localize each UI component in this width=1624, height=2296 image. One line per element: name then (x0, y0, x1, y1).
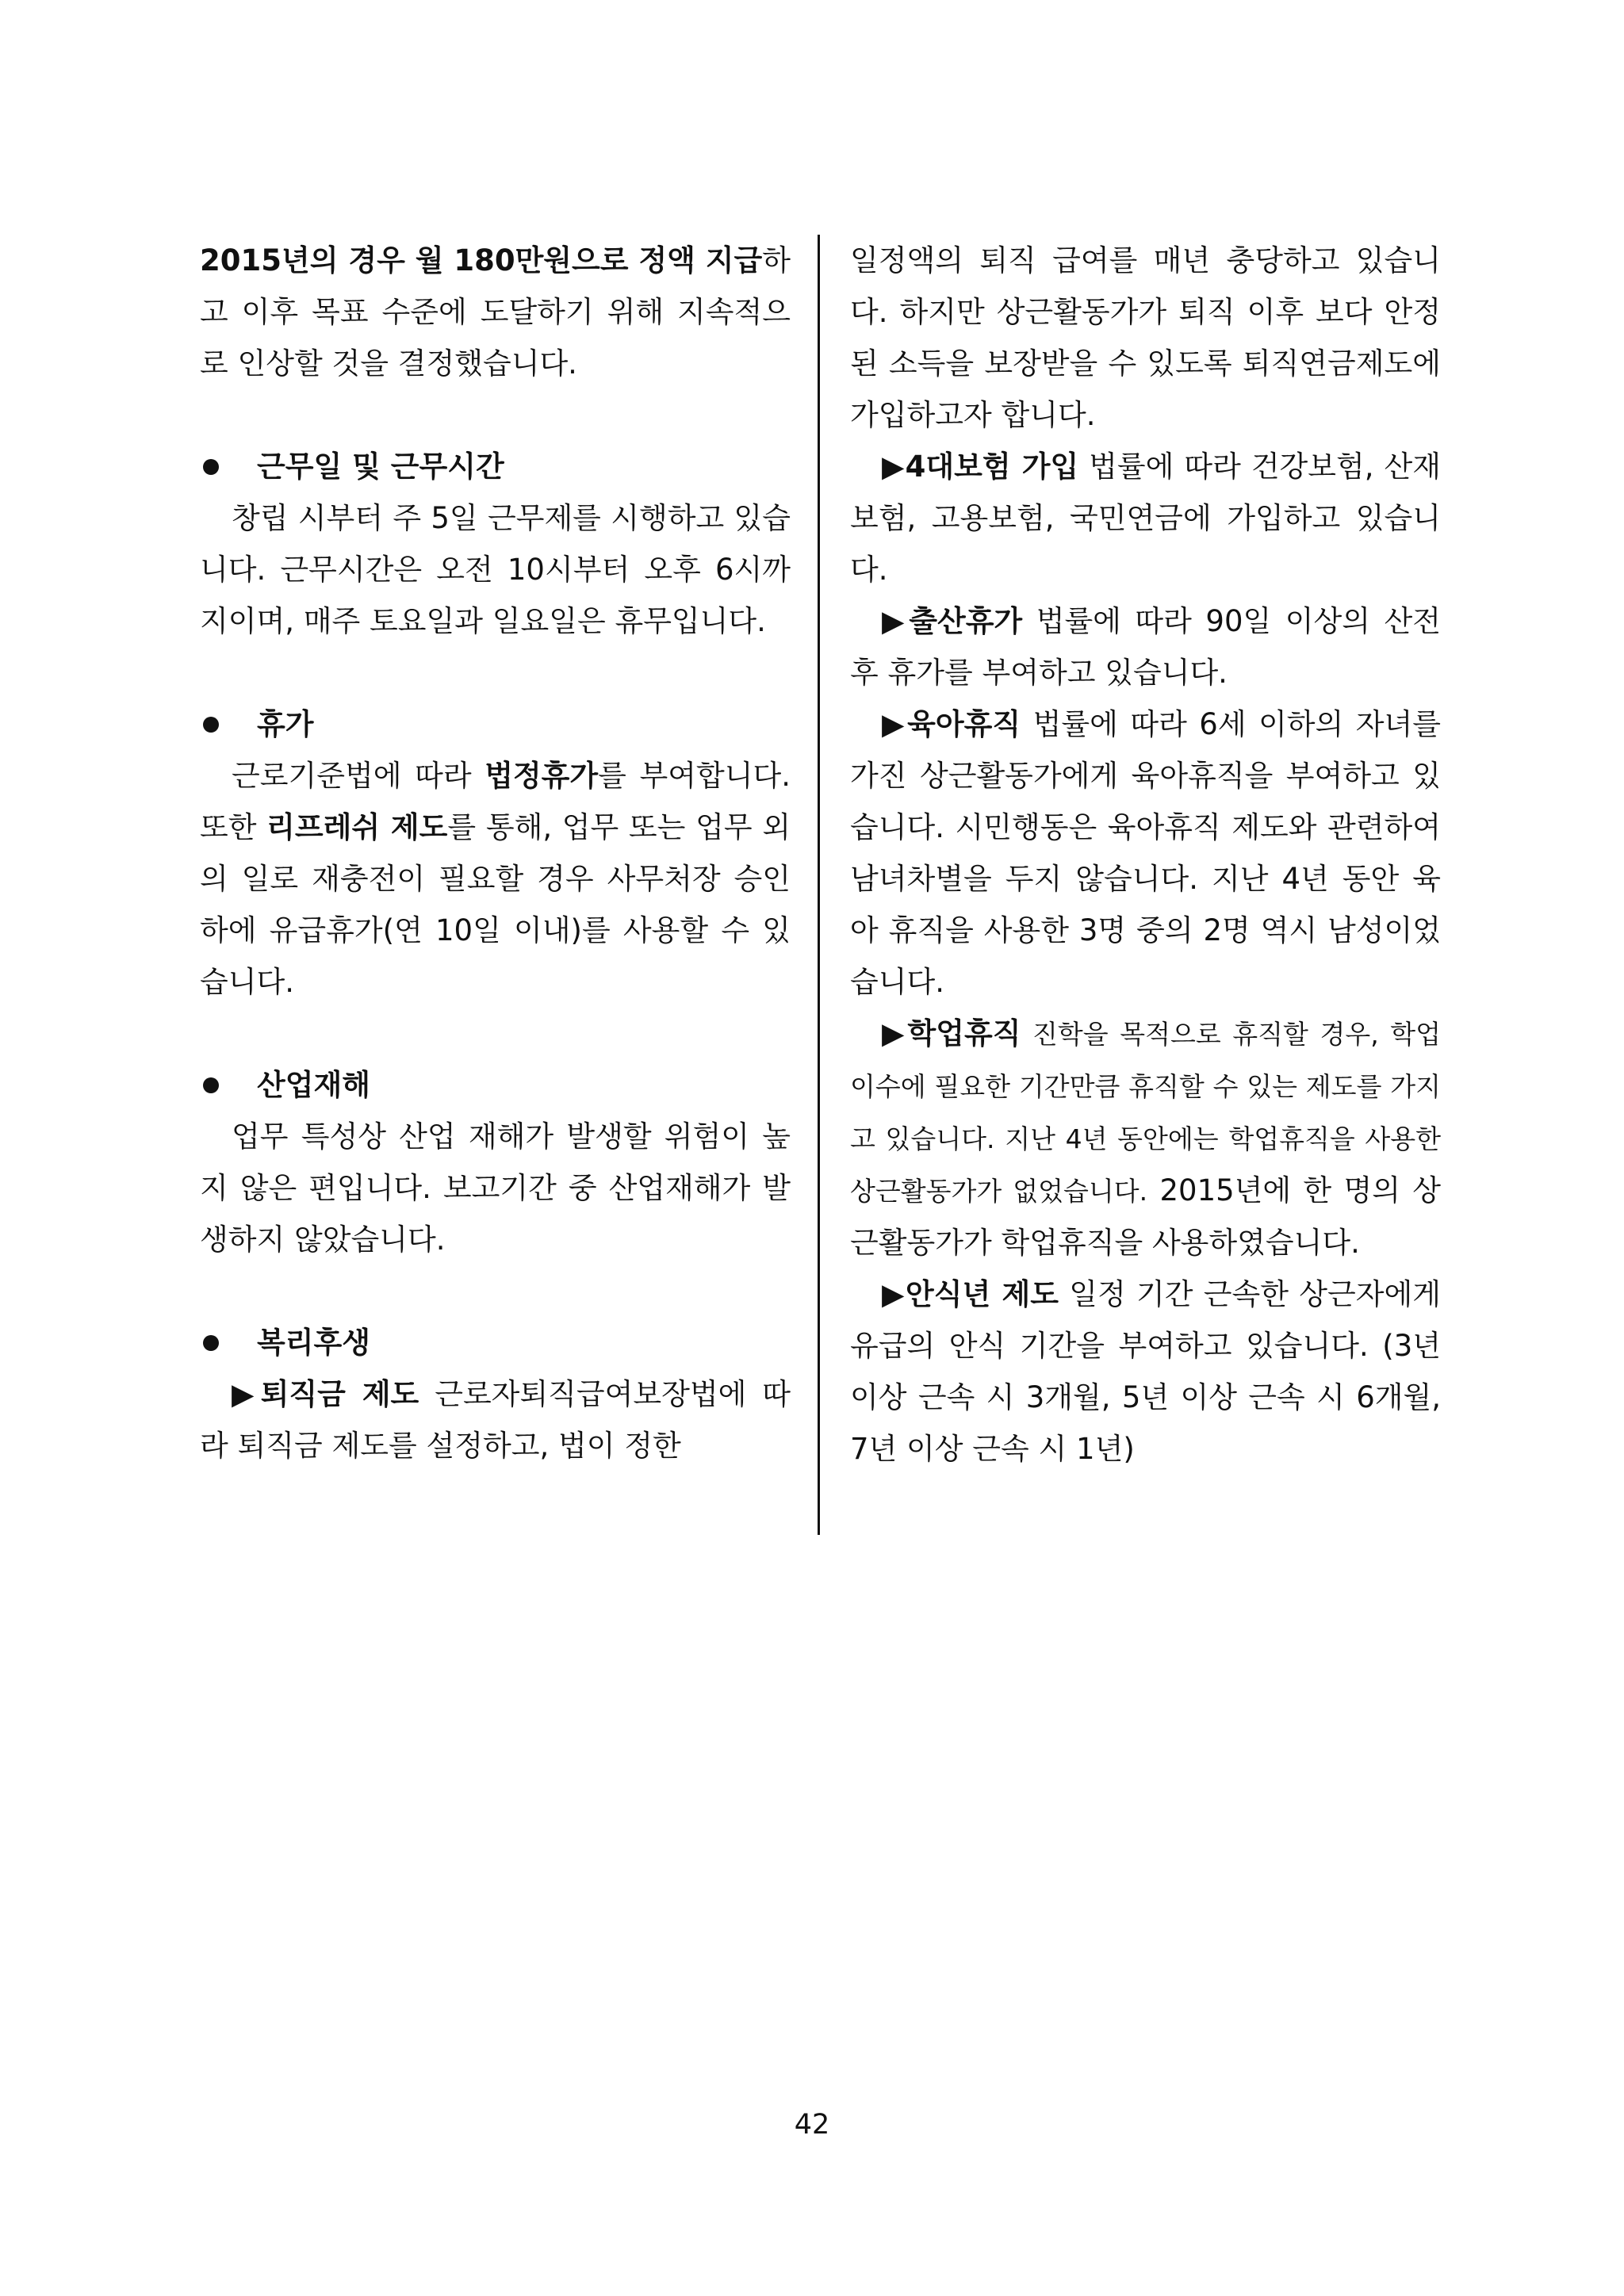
sabbatical-text: 일정 기간 근속한 상근자에게 유급의 안식 기간을 부여하고 있습니다. (3년 이상 근속 시 3개월, 5년 이상 근속 시 6개월, 7년 이상 근속 시 1년) (850, 1277, 1441, 1466)
bullet-icon (203, 459, 219, 475)
section-heading-accident (200, 1059, 791, 1111)
parental-paragraph (850, 698, 1441, 1008)
spacer (200, 389, 791, 441)
heading-text: 근무일 및 근무시간 (257, 450, 504, 484)
spacer (200, 1265, 791, 1317)
maternity-paragraph (850, 595, 1441, 698)
heading-text: 휴가 (257, 707, 314, 741)
study-paragraph (850, 1008, 1441, 1269)
parental-label: ▶육아휴직 (882, 707, 1021, 741)
accident-paragraph: 업무 특성상 산업 재해가 발생할 위험이 높지 않은 편입니다. 보고기간 중 산업재해가 발생하지 않았습니다. (200, 1119, 791, 1257)
insurance-label: ▶4대보험 가입 (882, 450, 1079, 484)
section-heading-welfare (200, 1317, 791, 1368)
leave-paragraph (200, 750, 791, 1008)
section-heading-work-hours (200, 441, 791, 492)
severance-text: 근로자퇴직급여보장법에 따라 퇴직금 제도를 설정하고, 법이 정한 (200, 1377, 791, 1463)
page-number: 42 (794, 2109, 830, 2141)
leave-text-1: 근로기준법에 따라 (232, 759, 485, 793)
insurance-text: 법률에 따라 건강보험, 산재보험, 고용보험, 국민연금에 가입하고 있습니다. (850, 450, 1441, 587)
sabbatical-paragraph (850, 1269, 1441, 1475)
spacer (200, 647, 791, 698)
heading-text: 복리후생 (257, 1326, 370, 1360)
heading-text: 산업재해 (257, 1068, 370, 1102)
insurance-paragraph (850, 441, 1441, 595)
right-column (850, 235, 1441, 1475)
severance-paragraph-continued: 일정액의 퇴직 급여를 매년 충당하고 있습니다. 하지만 상근활동가가 퇴직 이후 보다 안정된 소득을 보장받을 수 있도록 퇴직연금제도에 가입하고자 합니다. (850, 243, 1441, 432)
sabbatical-label: ▶안식년 제도 (882, 1277, 1059, 1311)
section-heading-leave (200, 698, 791, 750)
column-divider (818, 235, 820, 1535)
intro-bold-text: 2015년의 경우 월 180만원으로 정액 지급 (200, 243, 763, 277)
intro-text: 하고 이후 목표 수준에 도달하기 위해 지속적으로 인상할 것을 결정했습니다. (200, 243, 791, 381)
maternity-text: 법률에 따라 90일 이상의 산전 후 휴가를 부여하고 있습니다. (850, 604, 1441, 690)
spacer (200, 1008, 791, 1059)
bullet-icon (203, 1077, 219, 1093)
intro-paragraph (200, 235, 791, 389)
leave-text-3: 를 통해, 업무 또는 업무 외의 일로 재충전이 필요할 경우 사무처장 승인 하에 유급휴가(연 10일 이내)를 사용할 수 있습니다. (200, 810, 791, 999)
maternity-label: ▶출산휴가 (882, 604, 1023, 638)
work-hours-paragraph: 창립 시부터 주 5일 근무제를 시행하고 있습니다. 근무시간은 오전 10시부터 오후 6시까지이며, 매주 토요일과 일요일은 휴무입니다. (200, 501, 791, 638)
leave-bold-1: 법정휴가 (485, 759, 599, 793)
parental-text: 법률에 따라 6세 이하의 자녀를 가진 상근활동가에게 육아휴직을 부여하고 있습니다. 시민행동은 육아휴직 제도와 관련하여 남녀차별을 두지 않습니다. 지난 4년 동안 육아 휴직을 사용한 3명 중의 2명 역시 남성이었습니다. (850, 707, 1441, 999)
severance-paragraph-start (200, 1368, 791, 1471)
severance-label: ▶퇴직금 제도 (232, 1377, 419, 1411)
left-column (200, 235, 791, 1471)
study-label: ▶학업휴직 (882, 1016, 1021, 1050)
leave-text-2: 를 부여합니다. 또한 (200, 759, 791, 844)
bullet-icon (203, 717, 219, 733)
study-text: 2015년에 한 명의 상근활동가가 학업휴직을 사용하였습니다. (850, 1173, 1441, 1260)
study-text-small: 진학을 목적으로 휴직할 경우, 학업 이수에 필요한 기간만큼 휴직할 수 있는 제도를 가지고 있습니다. 지난 4년 동안에는 학업휴직을 사용한 상근활동가가 없었습니다. (850, 1019, 1441, 1207)
bullet-icon (203, 1335, 219, 1351)
leave-bold-2: 리프레쉬 제도 (266, 810, 448, 844)
